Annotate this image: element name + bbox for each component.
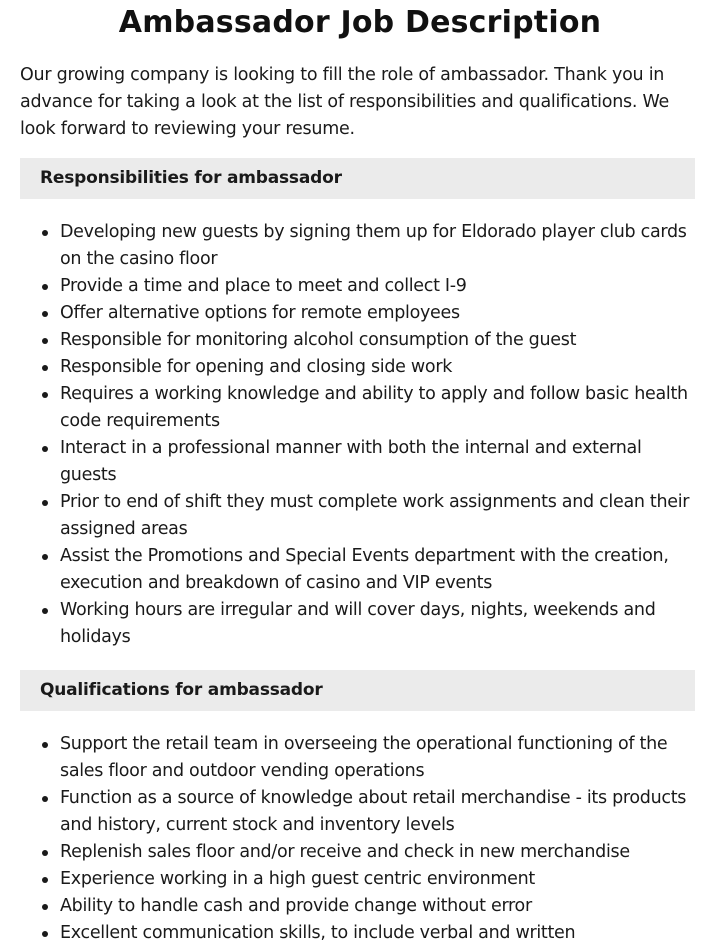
qualifications-heading: Qualifications for ambassador bbox=[20, 670, 695, 711]
list-item: Prior to end of shift they must complete work assignments and clean their assigned areas bbox=[60, 489, 695, 543]
list-item: Replenish sales floor and/or receive and check in new merchandise bbox=[60, 839, 695, 866]
list-item: Developing new guests by signing them up for Eldorado player club cards on the casino floor bbox=[60, 219, 695, 273]
list-item: Support the retail team in overseeing the operational functioning of the sales floor and outdoor vending operations bbox=[60, 731, 695, 785]
list-item: Experience working in a high guest centric environment bbox=[60, 866, 695, 893]
list-item: Provide a time and place to meet and collect I-9 bbox=[60, 273, 695, 300]
page-title: Ambassador Job Description bbox=[118, 5, 602, 40]
intro-paragraph: Our growing company is looking to fill the role of ambassador. Thank you in advance for taking a look at the list of responsibilities and qualifications. We look forward to reviewing your resume. bbox=[20, 65, 670, 139]
list-item: Assist the Promotions and Special Events department with the creation, execution and breakdown of casino and VIP events bbox=[60, 543, 695, 597]
list-item: Function as a source of knowledge about retail merchandise - its products and history, current stock and inventory levels bbox=[60, 785, 695, 839]
list-item: Excellent communication skills, to include verbal and written bbox=[60, 920, 695, 947]
qualifications-list bbox=[20, 731, 695, 947]
list-item: Responsible for monitoring alcohol consumption of the guest bbox=[60, 327, 695, 354]
responsibilities-heading: Responsibilities for ambassador bbox=[20, 158, 695, 199]
list-item: Requires a working knowledge and ability to apply and follow basic health code requirements bbox=[60, 381, 695, 435]
responsibilities-list bbox=[20, 219, 695, 651]
list-item: Interact in a professional manner with both the internal and external guests bbox=[60, 435, 695, 489]
list-item: Ability to handle cash and provide change without error bbox=[60, 893, 695, 920]
list-item: Offer alternative options for remote employees bbox=[60, 300, 695, 327]
list-item: Responsible for opening and closing side work bbox=[60, 354, 695, 381]
list-item: Working hours are irregular and will cover days, nights, weekends and holidays bbox=[60, 597, 695, 651]
